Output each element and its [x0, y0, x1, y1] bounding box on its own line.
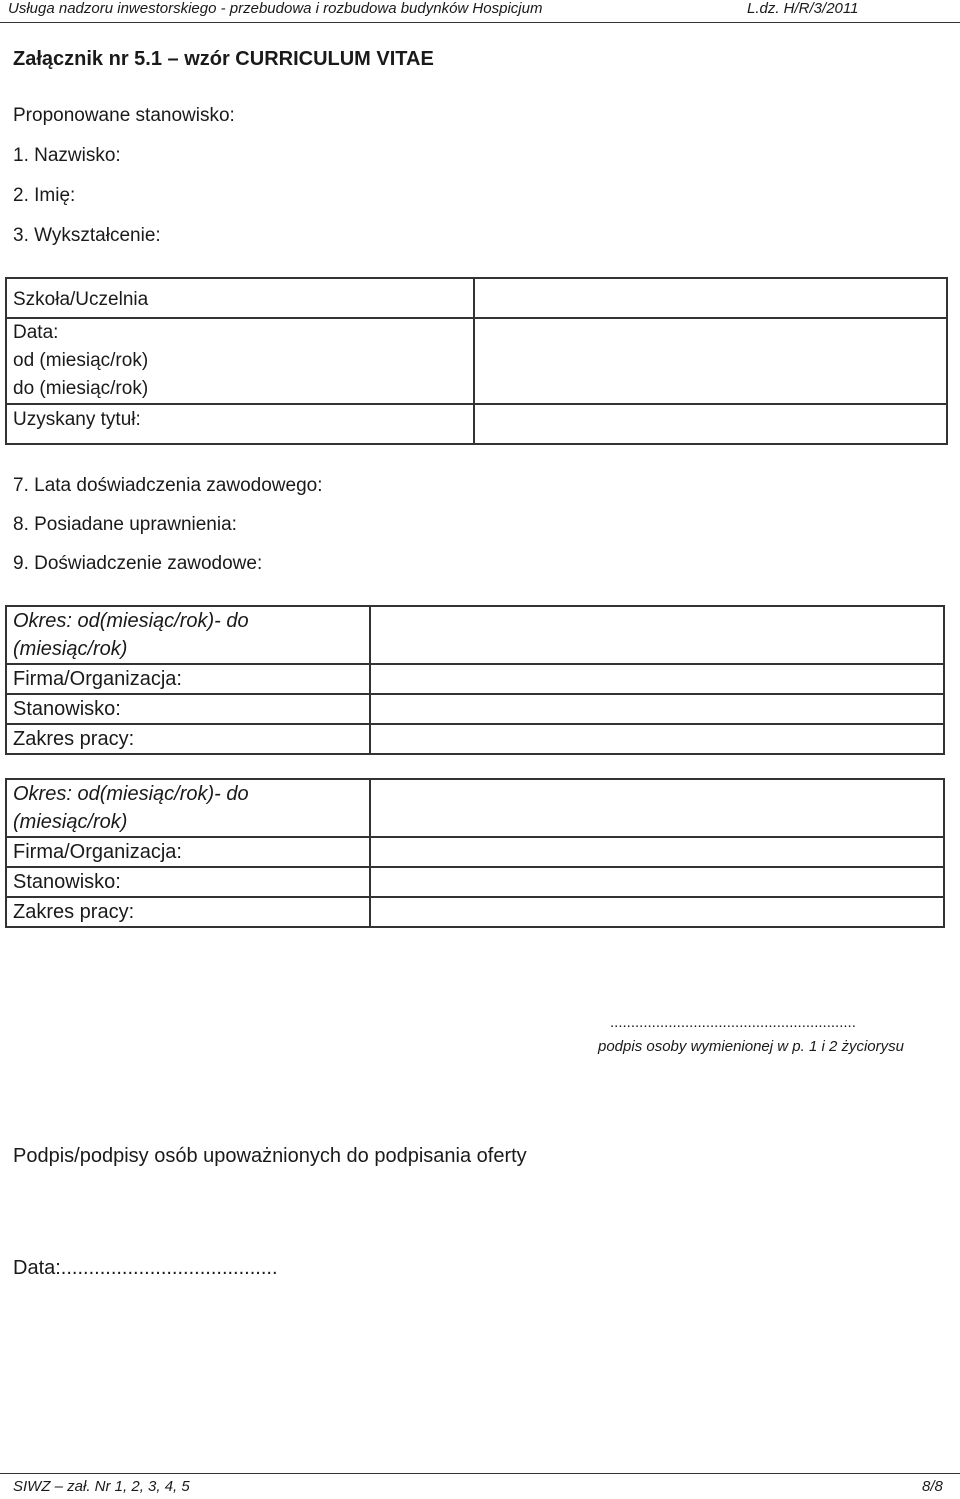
period-label-cell — [6, 779, 370, 837]
period-value-cell[interactable] — [370, 606, 944, 664]
header-right: L.dz. H/R/3/2011 — [747, 0, 859, 17]
scope-label-cell — [6, 724, 370, 754]
job-position-label-cell — [6, 867, 370, 897]
authorized-signatures-label: Podpis/podpisy osób upoważnionych do podpisania oferty — [13, 1145, 527, 1167]
years-experience-label: 7. Lata doświadczenia zawodowego: — [13, 475, 323, 496]
proposed-position-label: Proponowane stanowisko: — [13, 105, 235, 126]
scope-value-cell[interactable] — [370, 897, 944, 927]
period-label-line1: Okres: od(miesiąc/rok)- do — [13, 783, 249, 805]
school-label-cell — [6, 278, 474, 318]
period-value-cell[interactable] — [370, 779, 944, 837]
page-title: Załącznik nr 5.1 – wzór CURRICULUM VITAE — [13, 48, 434, 70]
date-label-cell — [6, 318, 474, 404]
period-label-line2: (miesiąc/rok) — [13, 811, 128, 833]
period-label-line2: (miesiąc/rok) — [13, 638, 128, 660]
header-divider — [0, 22, 960, 23]
education-table — [5, 277, 948, 445]
surname-label: 1. Nazwisko: — [13, 145, 121, 166]
degree-value-cell[interactable] — [474, 404, 947, 444]
job-position-value-cell[interactable] — [370, 694, 944, 724]
licenses-label: 8. Posiadane uprawnienia: — [13, 514, 237, 535]
signature-dots: ........................................................... — [610, 1014, 856, 1031]
school-label: Szkoła/Uczelnia — [13, 289, 149, 310]
company-label-cell — [6, 664, 370, 694]
date-from-label: od (miesiąc/rok) — [13, 350, 149, 371]
scope-value-cell[interactable] — [370, 724, 944, 754]
job-position-label: Stanowisko: — [13, 698, 121, 720]
experience-table-1 — [5, 605, 945, 755]
job-position-value-cell[interactable] — [370, 867, 944, 897]
footer-divider — [0, 1473, 960, 1474]
date-label: Data: — [13, 322, 59, 343]
page-number: 8/8 — [922, 1478, 943, 1495]
footer-left: SIWZ – zał. Nr 1, 2, 3, 4, 5 — [13, 1478, 190, 1495]
company-label: Firma/Organizacja: — [13, 668, 182, 690]
first-name-label: 2. Imię: — [13, 185, 76, 206]
degree-label-cell — [6, 404, 474, 444]
job-position-label: Stanowisko: — [13, 871, 121, 893]
period-label-line1: Okres: od(miesiąc/rok)- do — [13, 610, 249, 632]
company-value-cell[interactable] — [370, 664, 944, 694]
scope-label-cell — [6, 897, 370, 927]
company-value-cell[interactable] — [370, 837, 944, 867]
date-field: Data:....................................... — [13, 1257, 278, 1279]
scope-label: Zakres pracy: — [13, 901, 135, 923]
experience-table-2 — [5, 778, 945, 928]
scope-label: Zakres pracy: — [13, 728, 135, 750]
work-experience-label: 9. Doświadczenie zawodowe: — [13, 553, 263, 574]
date-value-cell[interactable] — [474, 318, 947, 404]
period-label-cell — [6, 606, 370, 664]
company-label: Firma/Organizacja: — [13, 841, 182, 863]
education-label: 3. Wykształcenie: — [13, 225, 161, 246]
degree-label: Uzyskany tytuł: — [13, 409, 141, 430]
company-label-cell — [6, 837, 370, 867]
job-position-label-cell — [6, 694, 370, 724]
header-left: Usługa nadzoru inwestorskiego - przebudowa i rozbudowa budynków Hospicjum — [8, 0, 543, 17]
date-to-label: do (miesiąc/rok) — [13, 378, 149, 399]
signature-caption: podpis osoby wymienionej w p. 1 i 2 życiorysu — [598, 1038, 904, 1055]
school-value-cell[interactable] — [474, 278, 947, 318]
